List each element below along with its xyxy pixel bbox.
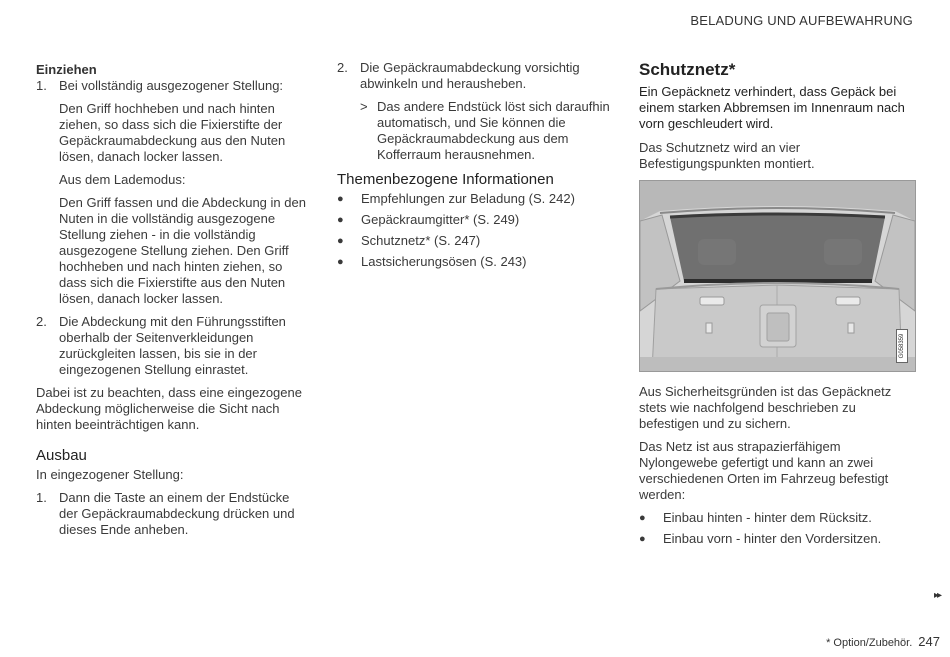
step-text: Dann die Taste an einem der Endstücke der Gepäckraumabdeckung drücken und dieses Ende anheben. bbox=[59, 490, 295, 537]
step-number: 1. bbox=[36, 490, 47, 505]
heading-einziehen: Einziehen bbox=[36, 62, 97, 77]
result-item bbox=[337, 99, 612, 163]
intro-paragraph: Das Schutznetz wird an vier Befestigungspunkten montiert. bbox=[639, 140, 815, 171]
related-link-text: Lastsicherungsösen (S. 243) bbox=[361, 254, 527, 269]
bullet-icon: ● bbox=[337, 256, 344, 268]
step-text: Die Abdeckung mit den Führungsstiften oberhalb der Seitenverkleidungen zurückgleiten lassen, bis sie in der eingezogenen Stellung einrastet. bbox=[59, 314, 286, 377]
heading-related: Themenbezogene Informationen bbox=[337, 171, 554, 188]
related-link[interactable] bbox=[337, 212, 612, 228]
bullet-icon: ● bbox=[639, 512, 646, 524]
cargo-net-illustration bbox=[639, 180, 916, 372]
step-number: 2. bbox=[337, 60, 348, 75]
column-left bbox=[36, 60, 311, 545]
heading-schutznetz: Schutznetz* bbox=[639, 60, 736, 79]
figure-code-text: G058359 bbox=[899, 333, 905, 359]
bullet-icon: ● bbox=[337, 193, 344, 205]
list-item bbox=[337, 60, 612, 92]
list-item bbox=[639, 510, 915, 526]
related-link-text: Schutznetz* (S. 247) bbox=[361, 233, 481, 248]
column-middle bbox=[337, 60, 612, 275]
step-paragraph: Den Griff fassen und die Abdeckung in den Nuten in die vollständig ausgezogene Stellung ziehen - in die vollständig ausgezogene Stellung ziehen. Den Griff hochheben und nach hinten ziehen, so dass sich die Fixierstifte aus den Nuten lösen, danach locker lassen. bbox=[59, 195, 306, 306]
bullet-icon: ● bbox=[337, 214, 344, 226]
related-link[interactable] bbox=[337, 191, 612, 207]
bullet-icon: ● bbox=[337, 235, 344, 247]
related-link[interactable] bbox=[337, 254, 612, 270]
body-paragraph: Aus Sicherheitsgründen ist das Gepäcknetz stets wie nachfolgend beschrieben zu befestigen und zu sichern. bbox=[639, 384, 892, 431]
bullet-text: Einbau vorn - hinter den Vordersitzen. bbox=[663, 531, 882, 546]
step-paragraph: Aus dem Lademodus: bbox=[59, 172, 186, 187]
related-link[interactable] bbox=[337, 233, 612, 249]
body-paragraph: Das Netz ist aus strapazierfähigem Nylongewebe gefertigt und kann an zwei verschiedenen Orten im Fahrzeug befestigt werden: bbox=[639, 439, 889, 502]
list-item bbox=[36, 314, 311, 378]
list-item bbox=[639, 531, 915, 547]
result-text: Das andere Endstück löst sich daraufhin automatisch, und Sie können die Gepäckraumabdeckung aus dem Kofferraum herausnehmen. bbox=[377, 99, 610, 162]
note-paragraph: Dabei ist zu beachten, dass eine eingezogene Abdeckung möglicherweise die Sicht nach hinten beeinträchtigen kann. bbox=[36, 385, 302, 432]
page-number: 247 bbox=[918, 634, 940, 649]
bullet-icon: ● bbox=[639, 533, 646, 545]
related-link-text: Gepäckraumgitter* (S. 249) bbox=[361, 212, 520, 227]
step-text: Bei vollständig ausgezogener Stellung: bbox=[59, 78, 284, 93]
column-right bbox=[639, 60, 915, 552]
section-header: BELADUNG UND AUFBEWAHRUNG bbox=[690, 13, 913, 28]
cargo-net-drawing bbox=[640, 181, 915, 371]
step-text: Die Gepäckraumabdeckung vorsichtig abwinkeln und herausheben. bbox=[360, 60, 580, 91]
continue-arrow-icon: ▸▸ bbox=[933, 590, 940, 601]
lead-paragraph: Ein Gepäcknetz verhindert, dass Gepäck bei einem starken Abbremsen im Innenraum nach vorn geschleudert wird. bbox=[639, 84, 905, 131]
ausbau-intro: In eingezogener Stellung: bbox=[36, 467, 184, 482]
step-number: 2. bbox=[36, 314, 47, 329]
related-link-text: Empfehlungen zur Beladung (S. 242) bbox=[361, 191, 575, 206]
figure-code bbox=[896, 329, 908, 363]
result-marker: > bbox=[360, 99, 368, 114]
footnote: * Option/Zubehör. bbox=[826, 637, 913, 649]
list-item bbox=[36, 490, 311, 538]
list-item bbox=[36, 78, 311, 94]
heading-ausbau: Ausbau bbox=[36, 447, 87, 464]
page-footer bbox=[826, 634, 940, 651]
bullet-text: Einbau hinten - hinter dem Rücksitz. bbox=[663, 510, 872, 525]
step-paragraph: Den Griff hochheben und nach hinten ziehen, so dass sich die Fixierstifte der Gepäckraumabdeckung aus den Nuten lösen, danach locker lassen. bbox=[59, 101, 286, 164]
step-number: 1. bbox=[36, 78, 47, 93]
